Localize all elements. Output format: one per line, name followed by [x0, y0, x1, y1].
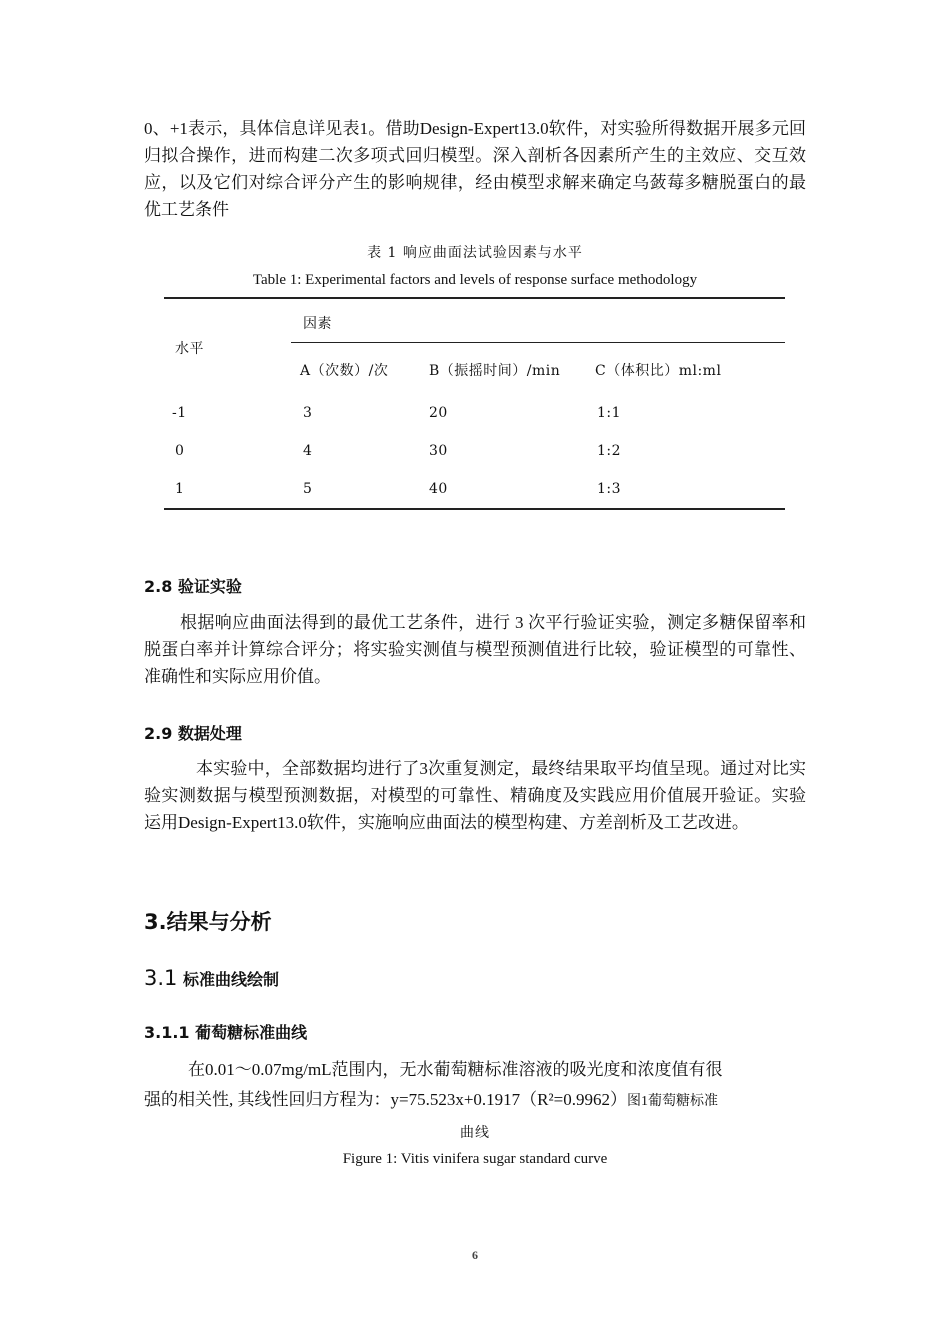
section-heading-2-9: 2.9 数据处理: [144, 724, 242, 743]
section-heading-2-8: 2.8 验证实验: [144, 577, 242, 596]
section-2-8-paragraph: 根据响应曲面法得到的最优工艺条件，进行 3 次平行验证实验，测定多糖保留率和脱蛋白率并计算综合评分；将实验实测值与模型预测值进行比较，验证模型的可靠性、准确性和实际应用价值。: [144, 613, 806, 686]
table-cell-level: 0: [175, 443, 185, 459]
table-level-header: 水平: [175, 341, 204, 357]
section-3-1-1-line2: [144, 1086, 718, 1115]
table-mid-rule: [291, 342, 785, 343]
table-cell: 20: [429, 405, 448, 421]
table-cell: 30: [429, 443, 448, 459]
table-column-header: C（体积比）ml:ml: [595, 363, 722, 379]
figure1-caption-cn: 图1葡萄糖标准: [626, 1094, 718, 1109]
table-cell: 40: [429, 481, 448, 497]
figure1-caption-cn-cont: 曲线: [460, 1125, 490, 1141]
table-cell-level: 1: [175, 481, 185, 497]
figure1-caption-en: Figure 1: Vitis vinifera sugar standard curve: [342, 1151, 608, 1167]
section-heading-3-1-1: 3.1.1 葡萄糖标准曲线: [144, 1023, 308, 1042]
table-column-header: A（次数）/次: [300, 363, 389, 379]
table-cell: 1:1: [597, 405, 622, 421]
section-heading-3: 3.结果与分析: [144, 910, 272, 934]
table-factor-header: 因素: [303, 316, 332, 332]
section-3-1-1-line1: 在0.01～0.07mg/mL范围内，无水葡萄糖标准溶液的吸光度和浓度值有很: [188, 1060, 723, 1079]
table-cell-level: -1: [172, 405, 187, 421]
section-number: 3.1: [144, 966, 178, 990]
section-title: 标准曲线绘制: [182, 970, 279, 989]
table1-caption-en: Table 1: Experimental factors and levels of response surface methodology: [252, 272, 698, 288]
table-column-header: B（振摇时间）/min: [429, 363, 561, 379]
section-heading-3-1: [144, 966, 279, 990]
page-number: 6: [472, 1248, 478, 1262]
intro-paragraph: 0、+1表示，具体信息详见表1。借助Design-Expert13.0软件，对实验所得数据开展多元回归拟合操作，进而构建二次多项式回归模型。深入剖析各因素所产生的主效应、交互效应，以及它们对综合评分产生的影响规律，经由模型求解来确定乌蔹莓多糖脱蛋白的最优工艺条件: [144, 119, 806, 219]
table-cell: 3: [303, 405, 313, 421]
table-cell: 1:3: [597, 481, 622, 497]
table-cell: 5: [303, 481, 313, 497]
table-top-rule: [164, 297, 785, 299]
table-cell: 1:2: [597, 443, 622, 459]
section-2-9-paragraph: 本实验中，全部数据均进行了3次重复测定，最终结果取平均值呈现。通过对比实验实测数据与模型预测数据，对模型的可靠性、精确度及实践应用价值展开验证。实验运用Design-Expert13.0软件，实施响应曲面法的模型构建、方差剖析及工艺改进。: [144, 759, 806, 832]
table-bottom-rule: [164, 508, 785, 510]
regression-equation-text: 强的相关性, 其线性回归方程为：y=75.523x+0.1917（R²=0.9962）: [144, 1090, 627, 1109]
table-cell: 4: [303, 443, 313, 459]
table1-caption-cn: 表 1 响应曲面法试验因素与水平: [367, 245, 583, 261]
